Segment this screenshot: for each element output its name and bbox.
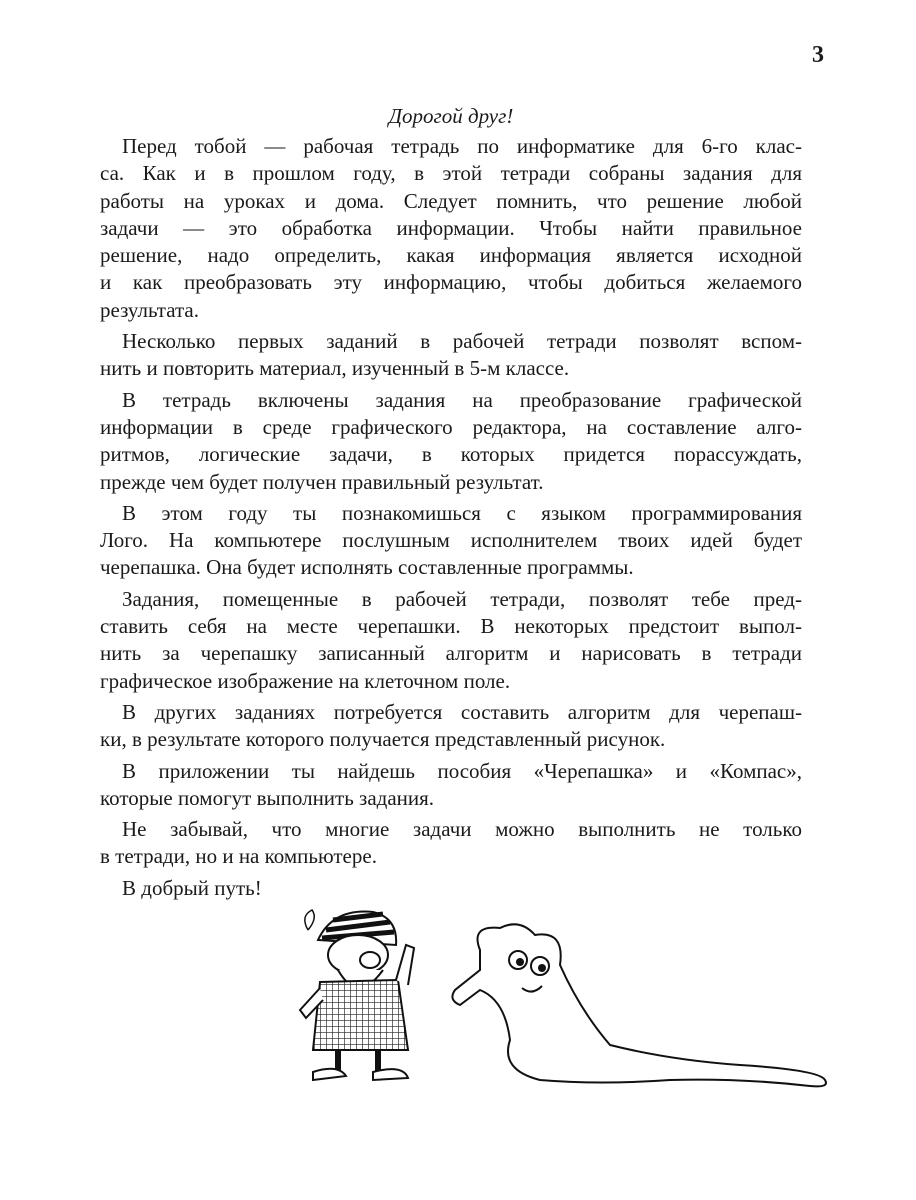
text-line: которые помогут выполнить задания. [100,785,435,810]
text-line: задачи — это обработка информации. Чтобы найти правильное [100,215,802,240]
text-line: Лого. На компьютере послушным исполнителем твоих идей будет [100,528,802,553]
paragraph [100,500,802,582]
text-line: Не забывай, что многие задачи можно выполнить не только [122,817,802,842]
paragraph [100,387,802,496]
paragraphs [100,133,802,902]
text-line: В тетрадь включены задания на преобразование графической [122,387,802,412]
text-line: в тетради, но и на компьютере. [100,844,377,869]
text-line: са. Как и в прошлом году, в этой тетради собраны задания для [100,161,802,186]
text-line: Перед тобой — рабочая тетрадь по информатике для 6-го клас- [122,134,802,158]
text-line: В этом году ты познакомишься с языком программирования [122,500,802,525]
text-line: работы на уроках и дома. Следует помнить, что решение любой [100,188,802,213]
text-line: нить и повторить материал, изученный в 5-м классе. [100,356,570,381]
paragraph [100,875,802,902]
gnome-illustration [278,900,438,1090]
text-line: В добрый путь! [122,875,262,900]
paragraph [100,816,802,871]
letter-title: Дорогой друг! [388,104,514,128]
page-number: 3 [812,42,824,68]
text-line: графическое изображение на клеточном поле. [100,668,511,693]
text-line: нить за черепашку записанный алгоритм и нарисовать в тетради [100,641,802,666]
text-line: и как преобразовать эту информацию, чтобы добиться желаемого [100,270,802,295]
paragraph [100,758,802,813]
text-line: прежде чем будет получен правильный результат. [100,469,544,494]
text-line: ритмов, логические задачи, в которых придется порассуждать, [100,442,802,467]
paragraph [100,699,802,754]
text-line: результата. [100,297,199,322]
text-line: информации в среде графического редактора, на составление алго- [100,414,802,439]
text-line: Задания, помещенные в рабочей тетради, позволят тебе пред- [122,586,802,611]
text-line: ставить себя на месте черепашки. В некоторых предстоит выпол- [100,614,802,639]
text-line: ки, в результате которого получается представленный рисунок. [100,727,666,752]
text-line: решение, надо определить, какая информация является исходной [100,243,802,268]
paragraph [100,328,802,383]
text-line: Несколько первых заданий в рабочей тетради позволят вспом- [122,329,802,354]
letter-body [100,103,802,906]
paragraph [100,586,802,695]
text-line: В других заданиях потребуется составить алгоритм для черепаш- [122,699,802,724]
paragraph [100,133,802,324]
text-line: В приложении ты найдешь пособия «Черепашка» и «Компас», [122,758,802,783]
blob-creature-illustration [440,920,835,1090]
text-line: черепашка. Она будет исполнять составленные программы. [100,555,634,580]
